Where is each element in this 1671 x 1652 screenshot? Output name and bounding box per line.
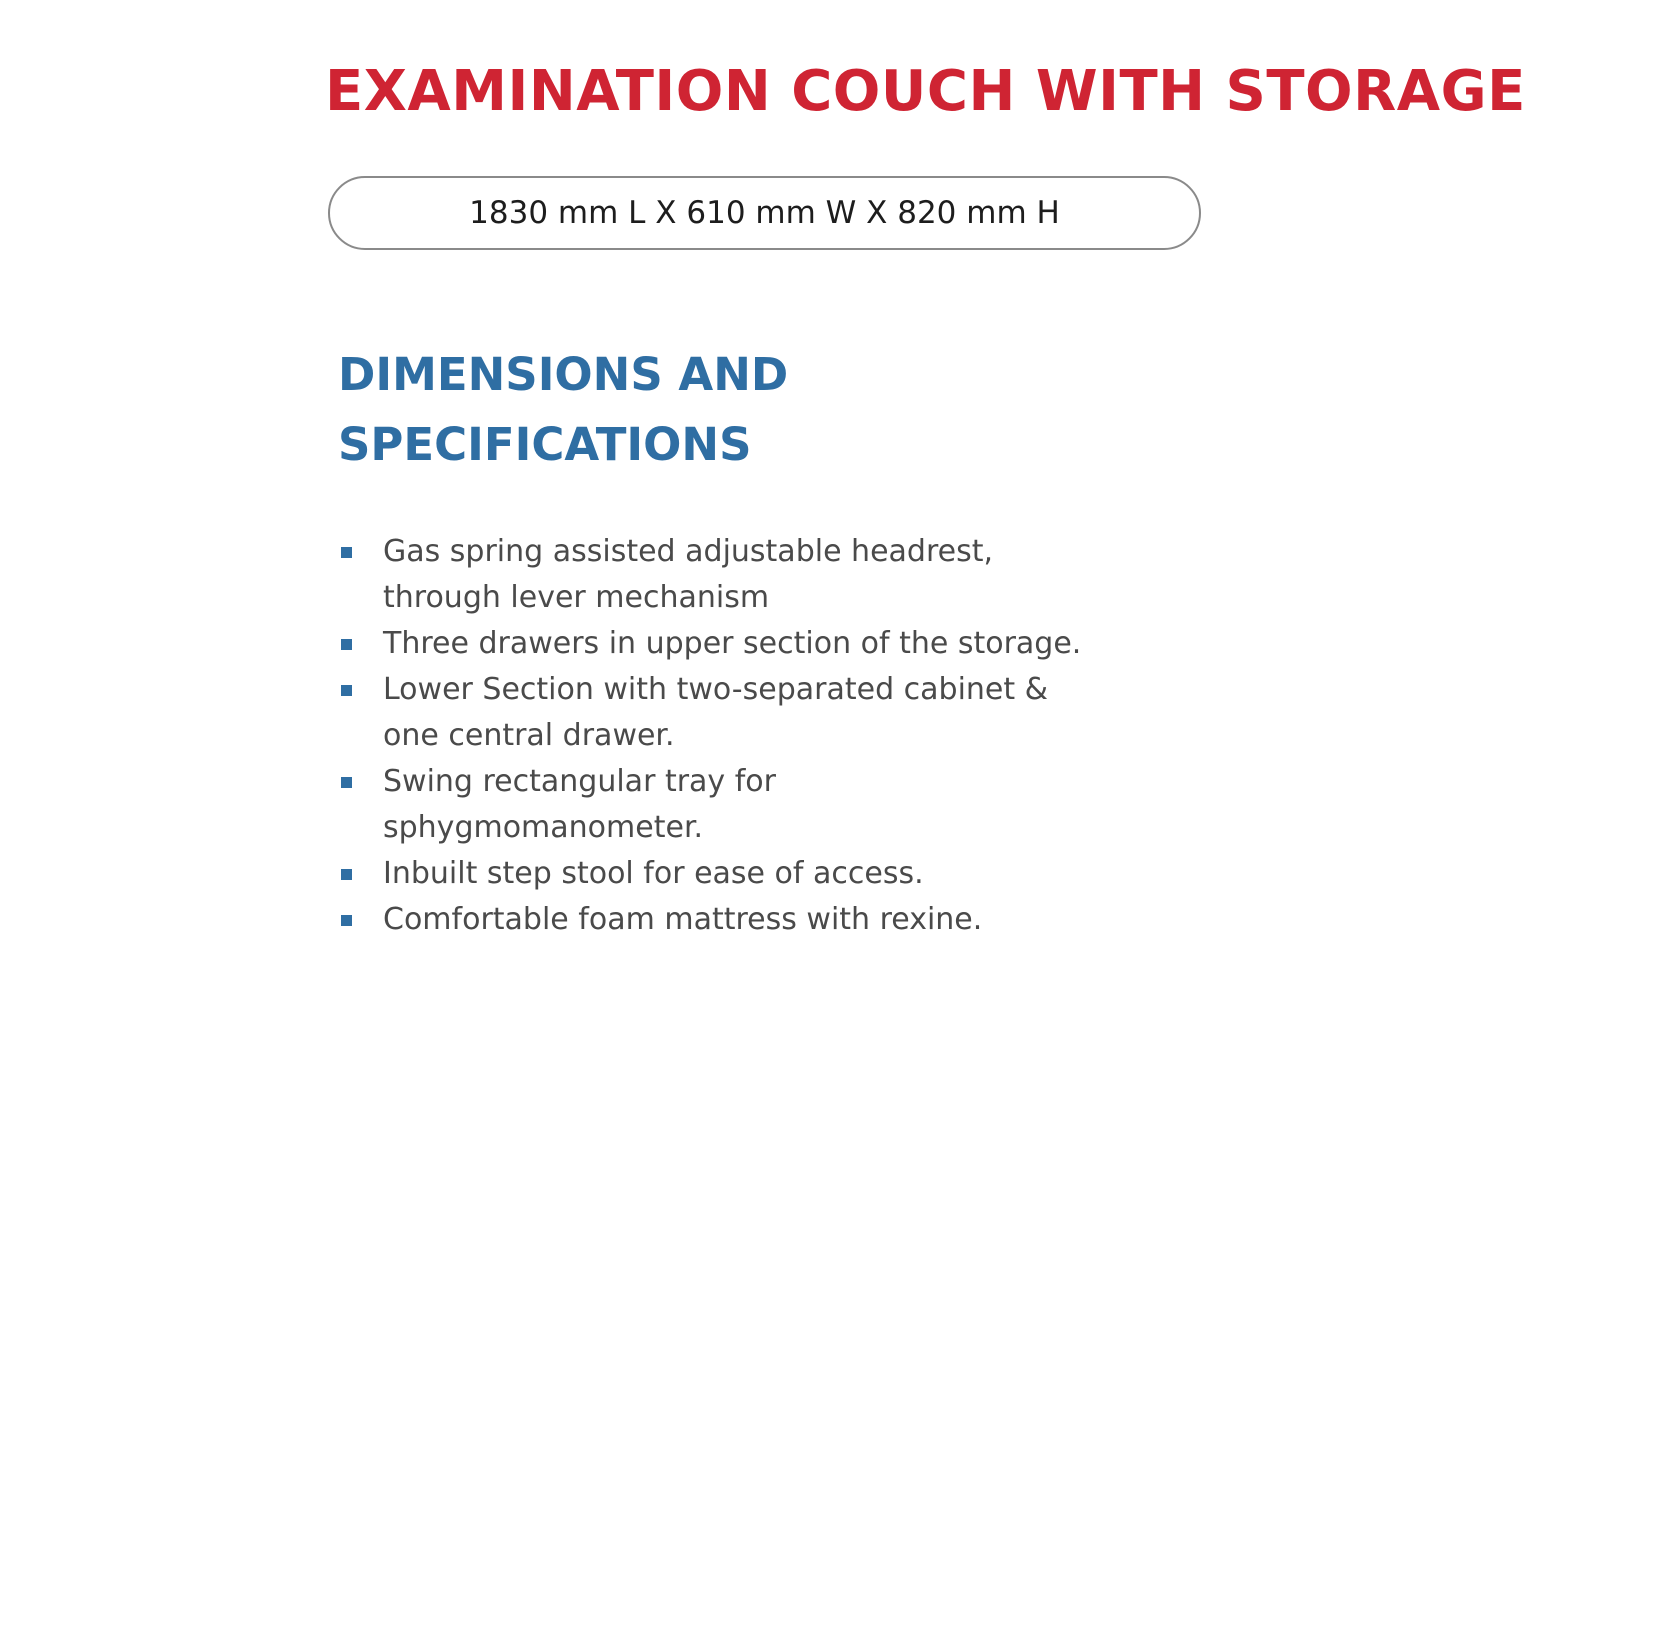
list-item-text: Lower Section with two-separated cabinet & xyxy=(383,672,1049,707)
dimensions-badge xyxy=(328,176,1201,250)
section-heading xyxy=(338,340,788,480)
square-bullet-icon xyxy=(341,639,352,650)
list-item-text: Comfortable foam mattress with rexine. xyxy=(383,902,983,937)
dimensions-text: 1830 mm L X 610 mm W X 820 mm H xyxy=(469,195,1060,231)
list-item xyxy=(338,621,1238,667)
page-title: EXAMINATION COUCH WITH STORAGE xyxy=(325,59,1526,124)
list-item-text-continued: sphygmomanometer. xyxy=(383,810,704,845)
section-heading-line-1: DIMENSIONS AND xyxy=(338,348,789,401)
list-item xyxy=(338,897,1238,943)
list-item-text: Three drawers in upper section of the storage. xyxy=(383,626,1082,661)
specification-list xyxy=(338,529,1238,943)
square-bullet-icon xyxy=(341,915,352,926)
square-bullet-icon xyxy=(341,869,352,880)
list-item xyxy=(338,759,1238,851)
list-item xyxy=(338,851,1238,897)
list-item-text: Swing rectangular tray for xyxy=(383,764,776,799)
list-item-text: Gas spring assisted adjustable headrest, xyxy=(383,534,994,569)
list-item-text-continued: through lever mechanism xyxy=(383,580,770,615)
section-heading-line-2: SPECIFICATIONS xyxy=(338,418,752,471)
list-item-text-continued: one central drawer. xyxy=(383,718,675,753)
list-item xyxy=(338,529,1238,621)
square-bullet-icon xyxy=(341,547,352,558)
square-bullet-icon xyxy=(341,777,352,788)
list-item xyxy=(338,667,1238,759)
square-bullet-icon xyxy=(341,685,352,696)
list-item-text: Inbuilt step stool for ease of access. xyxy=(383,856,924,891)
